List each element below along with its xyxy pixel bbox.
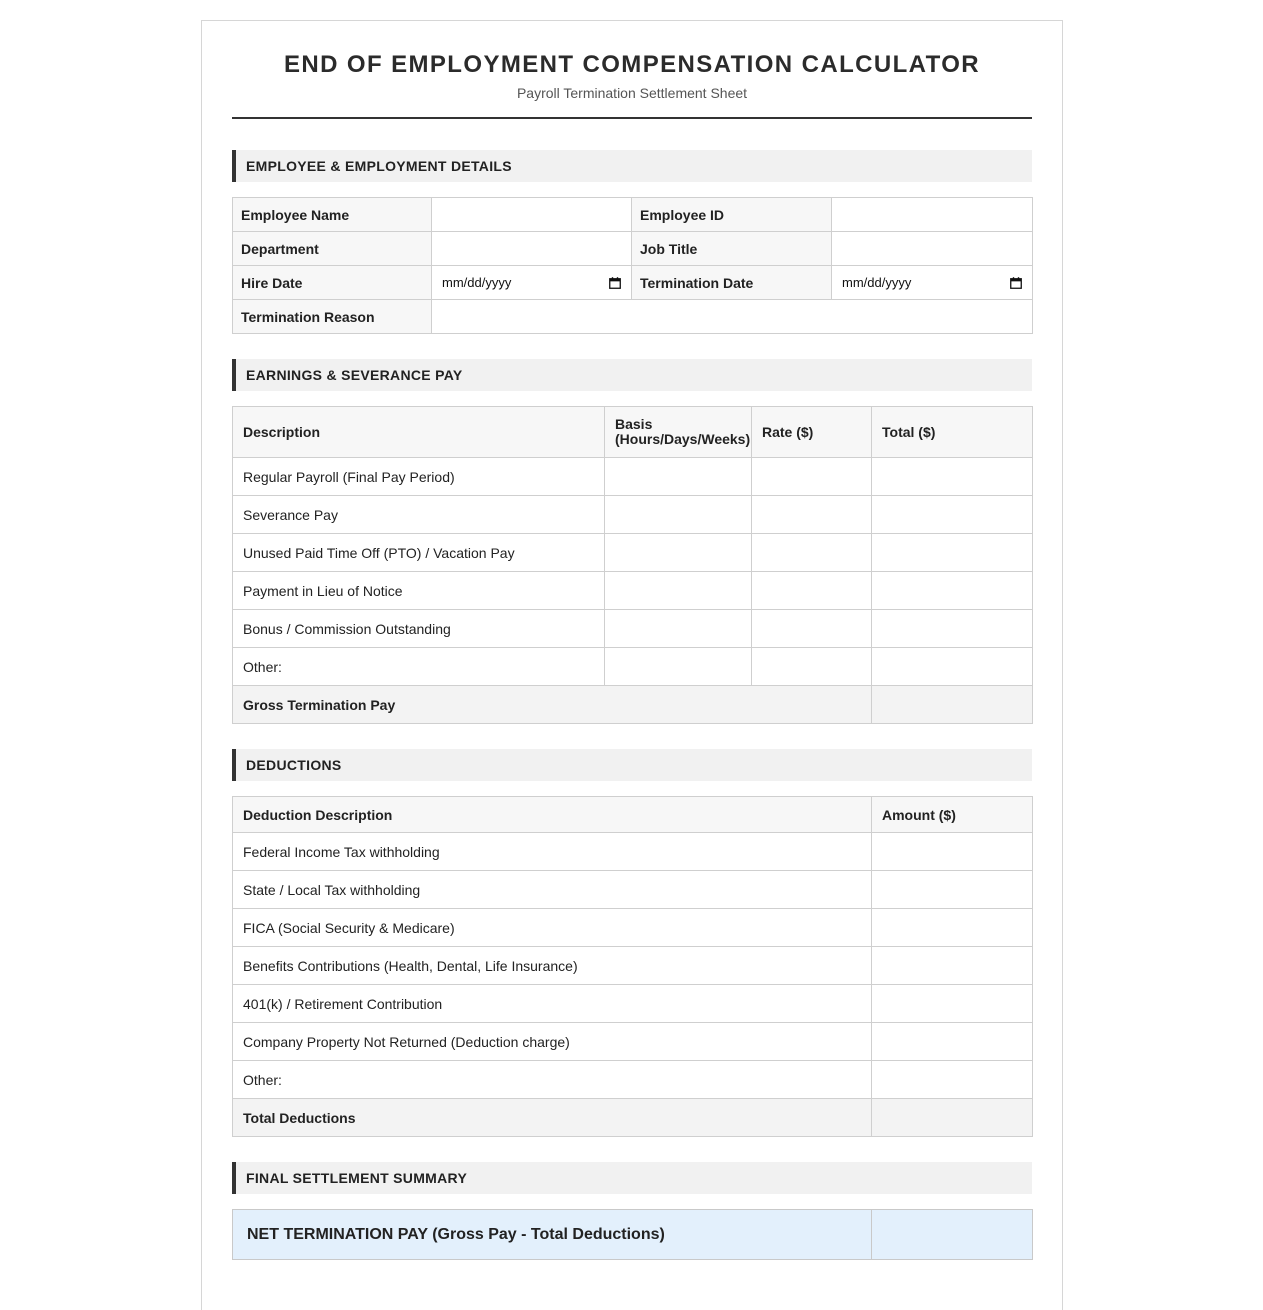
net-pay-row [233, 1210, 1033, 1260]
earning-description: Regular Payroll (Final Pay Period) [233, 458, 605, 496]
amount-cell[interactable] [872, 909, 1033, 947]
table-row [233, 610, 1033, 648]
termination-date-field[interactable] [832, 266, 1033, 300]
col-header-total: Total ($) [872, 407, 1033, 458]
employee-section-header: EMPLOYEE & EMPLOYMENT DETAILS [232, 150, 1032, 182]
earning-description: Bonus / Commission Outstanding [233, 610, 605, 648]
table-row [233, 947, 1033, 985]
calendar-icon[interactable] [1010, 277, 1022, 289]
department-label: Department [233, 232, 432, 266]
amount-cell[interactable] [872, 947, 1033, 985]
col-header-deduction-description: Deduction Description [233, 797, 872, 833]
total-cell[interactable] [872, 610, 1033, 648]
col-header-basis: Basis (Hours/Days/Weeks) [605, 407, 752, 458]
col-header-description: Description [233, 407, 605, 458]
termination-date-label: Termination Date [632, 266, 832, 300]
hire-date-placeholder: mm/dd/yyyy [442, 275, 512, 290]
deductions-section-header: DEDUCTIONS [232, 749, 1032, 781]
earning-description: Severance Pay [233, 496, 605, 534]
deduction-description: State / Local Tax withholding [233, 871, 872, 909]
deduction-description: FICA (Social Security & Medicare) [233, 909, 872, 947]
page-title: END OF EMPLOYMENT COMPENSATION CALCULATOR [283, 51, 981, 78]
total-deductions-amount[interactable] [872, 1099, 1033, 1137]
total-cell[interactable] [872, 648, 1033, 686]
amount-cell[interactable] [872, 985, 1033, 1023]
net-pay-label: NET TERMINATION PAY (Gross Pay - Total Deductions) [233, 1210, 872, 1260]
gross-pay-row [233, 686, 1033, 724]
table-row [233, 648, 1033, 686]
rate-cell[interactable] [752, 496, 872, 534]
amount-cell[interactable] [872, 1061, 1033, 1099]
basis-cell[interactable] [605, 610, 752, 648]
table-row [233, 833, 1033, 871]
details-row [233, 198, 1033, 232]
deduction-description: Company Property Not Returned (Deduction charge) [233, 1023, 872, 1061]
rate-cell[interactable] [752, 610, 872, 648]
employee-name-field[interactable] [432, 198, 632, 232]
job-title-label: Job Title [632, 232, 832, 266]
termination-date-input[interactable] [842, 275, 1022, 290]
total-deductions-label: Total Deductions [233, 1099, 872, 1137]
total-deductions-row [233, 1099, 1033, 1137]
basis-cell[interactable] [605, 496, 752, 534]
hire-date-input[interactable] [442, 275, 621, 290]
details-row [233, 266, 1033, 300]
employee-id-label: Employee ID [632, 198, 832, 232]
gross-pay-amount[interactable] [872, 686, 1033, 724]
col-header-amount: Amount ($) [872, 797, 1033, 833]
rate-cell[interactable] [752, 648, 872, 686]
header [232, 21, 1032, 119]
basis-cell[interactable] [605, 648, 752, 686]
summary-section-header: FINAL SETTLEMENT SUMMARY [232, 1162, 1032, 1194]
employee-name-label: Employee Name [233, 198, 432, 232]
deduction-description: 401(k) / Retirement Contribution [233, 985, 872, 1023]
deduction-description: Federal Income Tax withholding [233, 833, 872, 871]
amount-cell[interactable] [872, 871, 1033, 909]
table-row [233, 534, 1033, 572]
hire-date-field[interactable] [432, 266, 632, 300]
col-header-rate: Rate ($) [752, 407, 872, 458]
table-row [233, 1061, 1033, 1099]
termination-date-placeholder: mm/dd/yyyy [842, 275, 912, 290]
details-row [233, 232, 1033, 266]
job-title-field[interactable] [832, 232, 1033, 266]
earnings-header-row [233, 407, 1033, 458]
employee-details-table [232, 197, 1033, 334]
earnings-table [232, 406, 1033, 724]
rate-cell[interactable] [752, 572, 872, 610]
title-divider [232, 117, 1032, 119]
total-cell[interactable] [872, 496, 1033, 534]
basis-cell[interactable] [605, 458, 752, 496]
earnings-section-header: EARNINGS & SEVERANCE PAY [232, 359, 1032, 391]
calendar-icon[interactable] [609, 277, 621, 289]
total-cell[interactable] [872, 572, 1033, 610]
rate-cell[interactable] [752, 534, 872, 572]
total-cell[interactable] [872, 534, 1033, 572]
termination-reason-label: Termination Reason [233, 300, 432, 334]
basis-cell[interactable] [605, 572, 752, 610]
department-field[interactable] [432, 232, 632, 266]
amount-cell[interactable] [872, 833, 1033, 871]
table-row [233, 496, 1033, 534]
details-row [233, 300, 1033, 334]
deduction-description: Other: [233, 1061, 872, 1099]
gross-pay-label: Gross Termination Pay [233, 686, 872, 724]
earning-description: Payment in Lieu of Notice [233, 572, 605, 610]
table-row [233, 1023, 1033, 1061]
amount-cell[interactable] [872, 1023, 1033, 1061]
settlement-sheet [201, 20, 1063, 1310]
table-row [233, 572, 1033, 610]
employee-id-field[interactable] [832, 198, 1033, 232]
earning-description: Unused Paid Time Off (PTO) / Vacation Pay [233, 534, 605, 572]
deductions-header-row [233, 797, 1033, 833]
rate-cell[interactable] [752, 458, 872, 496]
net-pay-amount[interactable] [872, 1210, 1033, 1260]
table-row [233, 871, 1033, 909]
deduction-description: Benefits Contributions (Health, Dental, Life Insurance) [233, 947, 872, 985]
deductions-table [232, 796, 1033, 1137]
table-row [233, 458, 1033, 496]
table-row [233, 909, 1033, 947]
hire-date-label: Hire Date [233, 266, 432, 300]
earning-description: Other: [233, 648, 605, 686]
termination-reason-field[interactable] [432, 300, 1033, 334]
total-cell[interactable] [872, 458, 1033, 496]
basis-cell[interactable] [605, 534, 752, 572]
table-row [233, 985, 1033, 1023]
page-subtitle: Payroll Termination Settlement Sheet [516, 85, 748, 101]
net-pay-table [232, 1209, 1033, 1260]
